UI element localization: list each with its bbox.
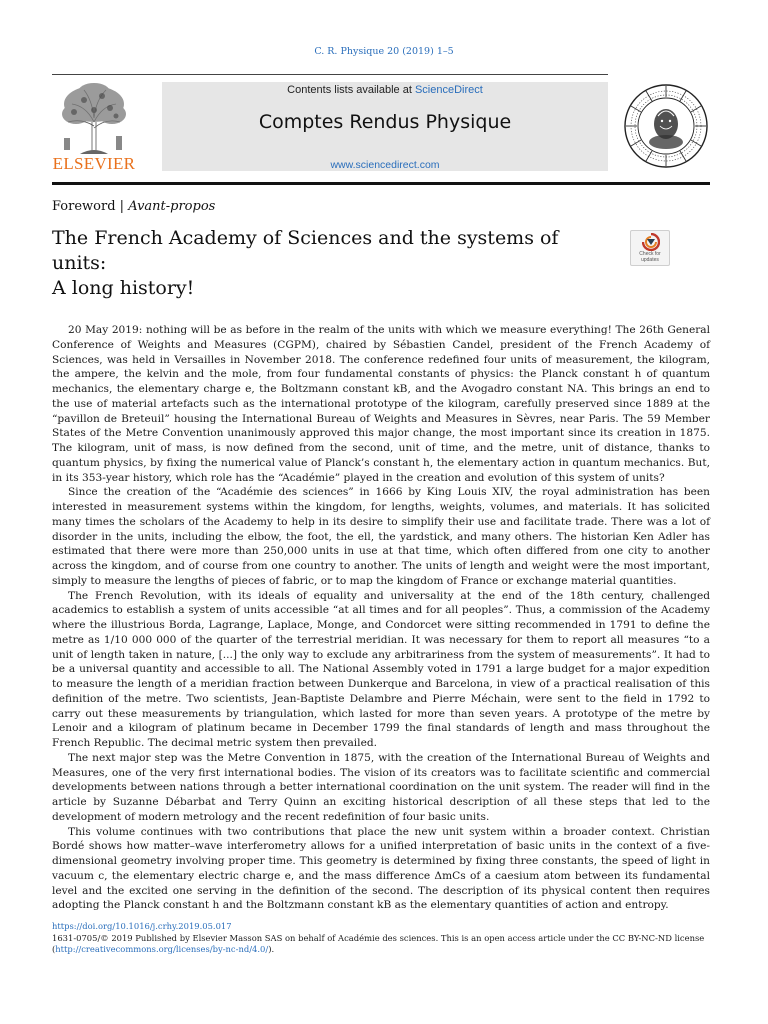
paragraph: The next major step was the Metre Convention in 1875, with the creation of the International Bureau of Weights and Measures, one of the very first international bodies. The vision of its creators was to facilitate scientific and commercial developments between nations through a better international coordination on the unit system. The reader will find in the article by Suzanne Débarbat and Terry Quinn an exciting historical description of all these steps that led to the development of modern metrology and the recent redefinition of four basic units.	[52, 751, 710, 823]
journal-url-link[interactable]: www.sciencedirect.com	[330, 159, 440, 171]
article-title	[52, 226, 612, 301]
paragraph: 20 May 2019: nothing will be as before in the realm of the units with which we measure everything! The 26th General Conference of Weights and Measures (CGPM), chaired by Sébastien Candel, president of the French Academy of Sciences, was held in Versailles in November 2018. The conference redefined four units of measurement, the kilogram, the ampere, the kelvin and the mole, from four fundamental constants of physics: the Planck constant h of quantum mechanics, the elementary charge e, the Boltzmann constant kB, and the Avogadro constant NA. This brings an end to the use of material artefacts such as the international prototype of the kilogram, carefully preserved since 1889 at the “pavillon de Breteuil” housing the International Bureau of Weights and Measures in Sèvres, near Paris. The 59 Member States of the Metre Convention unanimously approved this major change, the most important since its creation in 1875. The kilogram, unit of mass, is now defined from the second, unit of time, and the metre, unit of distance, thanks to quantum physics, by fixing the numerical value of Planck’s constant h, the elementary action in quantum mechanics. But, in its 353-year history, which role has the “Académie” played in the creation and evolution of this system of units?	[52, 324, 710, 484]
check-for-updates-icon	[642, 233, 660, 251]
doi-link[interactable]: https://doi.org/10.1016/j.crhy.2019.05.017	[52, 921, 232, 931]
contents-prefix: Contents lists available at	[287, 84, 415, 96]
copyright-notice: 1631-0705/© 2019 Published by Elsevier Masson SAS on behalf of Académie des sciences. This is an open access article under the CC BY-NC-ND license	[52, 932, 705, 943]
section-en: Foreword	[52, 199, 116, 214]
title-line-1: The French Academy of Sciences and the systems of units:	[52, 227, 559, 274]
journal-banner	[162, 82, 608, 171]
license-link[interactable]: http://creativecommons.org/licenses/by-nc-nd/4.0/	[55, 944, 269, 954]
institut-de-france-seal-icon	[622, 76, 710, 176]
check-label-line-2: updates	[641, 256, 659, 263]
header-bottom-rule	[52, 182, 710, 185]
license-close-paren: ).	[268, 944, 275, 954]
contents-line	[162, 84, 608, 96]
journal-header	[52, 72, 710, 184]
journal-name: Comptes Rendus Physique	[258, 111, 512, 133]
header-top-rule	[52, 74, 608, 75]
license-open-paren: (	[52, 944, 56, 954]
paragraph: Since the creation of the “Académie des sciences” in 1666 by King Louis XIV, the royal administration has been interested in measurement systems within the kingdom, for lengths, weights, volumes, and materials. It has solicited many times the scholars of the Academy to help in its desire to simplify their use and facilitate trade. There was a lot of disorder in the units, including the elbow, the foot, the ell, the yardstick, and many others. The historian Ken Adler has estimated that there were more than 250,000 units in use at that time, which often differed from one city to another across the kingdom, and of course from one country to another. The units of length and weight were the most important, simply to measure the lengths of pieces of fabric, or to map the kingdom of France or exchange material quantities.	[52, 486, 710, 587]
article-footer	[52, 921, 710, 956]
article-body	[52, 323, 710, 913]
check-label-line-1: Check for	[639, 251, 661, 257]
journal-reference[interactable]: C. R. Physique 20 (2019) 1–5	[314, 46, 454, 57]
check-for-updates-label	[631, 252, 669, 263]
academie-seal	[622, 76, 710, 176]
section-separator: |	[115, 199, 129, 214]
check-for-updates-button[interactable]	[630, 230, 670, 266]
paragraph: The French Revolution, with its ideals of equality and universality at the end of the 18th century, challenged academics to establish a system of units accessible “at all times and for all peoples”. Thus, a commission of the Academy where the illustrious Borda, Lagrange, Laplace, Monge, and Condorcet were sitting recommended in 1791 to define the metre as 1/10 000 000 of the quarter of the terrestrial meridian. It was necessary for them to report all measures “to a unit of length taken in nature, [...] the only way to exclude any arbitrariness from the system of measurements”. It had to be a universal quantity and accessible to all. The National Assembly voted in 1791 a large budget for a major expedition to measure the length of a meridian fraction between Dunkerque and Barcelona, in view of a practical realisation of this definition of the metre. Two scientists, Jean-Baptiste Delambre and Pierre Méchain, were sent to the field in 1792 to carry out these measurements by triangulation, which lasted for more than seven years. A prototype of the metre by Lenoir and a kilogram of platinum became in December 1799 the final standards of length and mass throughout the French Republic. The decimal metric system then prevailed.	[52, 589, 710, 749]
elsevier-logo[interactable]	[52, 82, 136, 178]
title-line-2: A long history!	[52, 277, 195, 299]
article-section	[52, 199, 215, 214]
elsevier-tree-icon	[54, 82, 134, 154]
paragraph: This volume continues with two contributions that place the new unit system within a broader context. Christian Bordé shows how matter–wave interferometry allows for a unified interpretation of basic units in the context of a five-dimensional geometry involving proper time. This geometry is determined by fixing three constants, the speed of light in vacuum c, the elementary electric charge e, and the mass difference ΔmCs of a caesium atom between its fundamental level and the excited one serving in the definition of the second. The description of its physical content then requires adopting the Planck constant h and the Boltzmann constant kB as the elementary quantities of action and entropy.	[52, 825, 710, 912]
section-fr: Avant-propos	[128, 199, 216, 214]
sciencedirect-link[interactable]: ScienceDirect	[414, 84, 483, 96]
elsevier-wordmark: ELSEVIER	[52, 154, 136, 173]
